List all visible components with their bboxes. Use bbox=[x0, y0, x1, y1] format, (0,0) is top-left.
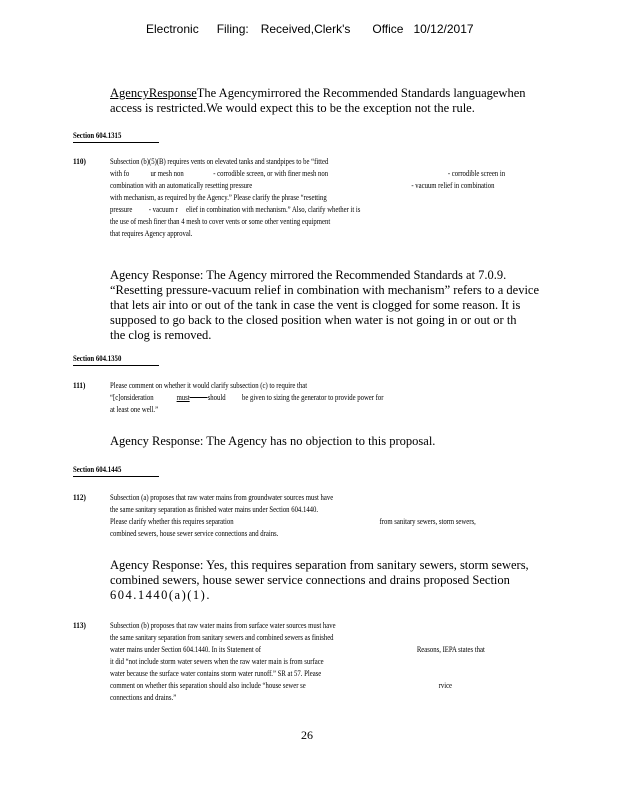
response-text: “Resetting pressure-vacuum relief in combination with mechanism” refers to a device bbox=[110, 283, 540, 297]
question-text: pressure bbox=[110, 205, 133, 214]
section-heading: Section 604.1350 bbox=[73, 353, 122, 363]
agency-response-112 bbox=[110, 558, 529, 603]
section-heading: Section 604.1315 bbox=[73, 130, 122, 140]
header-word: Filing: bbox=[216, 22, 249, 36]
question-text-underlined: must bbox=[176, 393, 190, 402]
question-text: with fo bbox=[110, 169, 130, 178]
section-heading: Section 604.1445 bbox=[73, 464, 122, 474]
response-label: Agency Response: bbox=[110, 268, 204, 282]
question-text: that requires Agency approval. bbox=[110, 229, 193, 238]
question-113 bbox=[110, 620, 485, 704]
question-text: should bbox=[207, 393, 226, 402]
agency-response-111 bbox=[110, 434, 435, 449]
response-text: access is restricted.We would expect this to be the exception not the rule. bbox=[110, 101, 475, 115]
response-text: 604.1440(a)(1). bbox=[110, 588, 211, 602]
header-word: Office bbox=[372, 22, 404, 36]
question-text: at least one well.” bbox=[110, 405, 159, 414]
question-text: water mains under Section 604.1440. In its Statement of bbox=[110, 645, 262, 654]
question-text: elief in combination with mechanism.” Also, clarify whether it is bbox=[186, 205, 361, 214]
response-text: the clog is removed. bbox=[110, 328, 212, 342]
response-text: The Agencymirrored the Recommended Standards languagewhen bbox=[196, 86, 526, 100]
response-text: combined sewers, house sewer service connections and drains proposed Section bbox=[110, 573, 510, 587]
question-text: connections and drains.” bbox=[110, 693, 177, 702]
question-text: the same sanitary separation from sanitary sewers and combined sewers as finished bbox=[110, 633, 334, 642]
question-text: Please comment on whether it would clarify subsection (c) to require that bbox=[110, 381, 308, 390]
response-label: AgencyResponse bbox=[110, 86, 197, 100]
header-word: 10/12/2017 bbox=[413, 22, 474, 36]
header-word: Electronic bbox=[146, 22, 199, 36]
item-number: 113) bbox=[73, 620, 86, 630]
filing-header bbox=[146, 22, 474, 36]
question-text: - vacuum relief in combination bbox=[411, 181, 495, 190]
question-text: from sanitary sewers, storm sewers, bbox=[379, 517, 476, 526]
item-number: 110) bbox=[73, 156, 86, 166]
question-text: it did “not include storm water sewers when the raw water main is from surface bbox=[110, 657, 324, 666]
question-text: rvice bbox=[438, 681, 453, 690]
question-text: Please clarify whether this requires separation bbox=[110, 517, 234, 526]
page-number: 26 bbox=[301, 728, 313, 742]
response-text: supposed to go back to the closed position when water is not going in or out or th bbox=[110, 313, 517, 327]
response-text: The Agency has no objection to this proposal. bbox=[206, 434, 436, 448]
question-text: Reasons, IEPA states that bbox=[416, 645, 485, 654]
question-text: - corrodible screen in bbox=[447, 169, 506, 178]
section-underline bbox=[73, 365, 159, 366]
header-word: Received,Clerk's bbox=[260, 22, 351, 36]
question-text: Subsection (b) proposes that raw water mains from surface water sources must have bbox=[110, 621, 336, 630]
item-number: 111) bbox=[73, 380, 86, 390]
question-111 bbox=[110, 380, 384, 416]
response-text: The Agency mirrored the Recommended Standards at 7.0.9. bbox=[206, 268, 507, 282]
question-text: the same sanitary separation as finished water mains under Section 604.1440. bbox=[110, 505, 319, 514]
response-text: that lets air into or out of the tank in case the vent is clogged for some reason. It is bbox=[110, 298, 521, 312]
response-label: Agency Response: bbox=[110, 434, 204, 448]
question-110 bbox=[110, 156, 505, 240]
question-text: combined sewers, house sewer service connections and drains. bbox=[110, 529, 279, 538]
question-text: combination with an automatically resetting pressure bbox=[110, 181, 253, 190]
question-text: “[c]onsideration bbox=[110, 393, 154, 402]
response-text: Yes, this requires separation from sanitary sewers, storm sewers, bbox=[206, 558, 529, 572]
question-text: - vacuum r bbox=[148, 205, 178, 214]
agency-response-0 bbox=[110, 86, 526, 116]
question-text: - corrodible screen, or with finer mesh non bbox=[213, 169, 329, 178]
question-text: with mechanism, as required by the Agency.” Please clarify the phrase “resetting bbox=[110, 193, 327, 202]
question-112 bbox=[110, 492, 476, 540]
agency-response-110 bbox=[110, 268, 539, 343]
response-label: Agency Response: bbox=[110, 558, 204, 572]
question-text: Subsection (b)(5)(B) requires vents on elevated tanks and standpipes to be “fitted bbox=[110, 157, 329, 166]
question-text: comment on whether this separation should also include “house sewer se bbox=[110, 681, 306, 690]
question-text: the use of mesh finer than 4 mesh to cover vents or some other venting equipment bbox=[110, 217, 331, 226]
question-text: water because the surface water contains storm water runoff.” SR at 57. Please bbox=[110, 669, 322, 678]
section-underline bbox=[73, 476, 159, 477]
question-text: be given to sizing the generator to provide power for bbox=[242, 393, 384, 402]
item-number: 112) bbox=[73, 492, 86, 502]
section-underline bbox=[73, 142, 159, 143]
question-text: Subsection (a) proposes that raw water mains from groundwater sources must have bbox=[110, 493, 334, 502]
question-text: ur mesh non bbox=[150, 169, 184, 178]
